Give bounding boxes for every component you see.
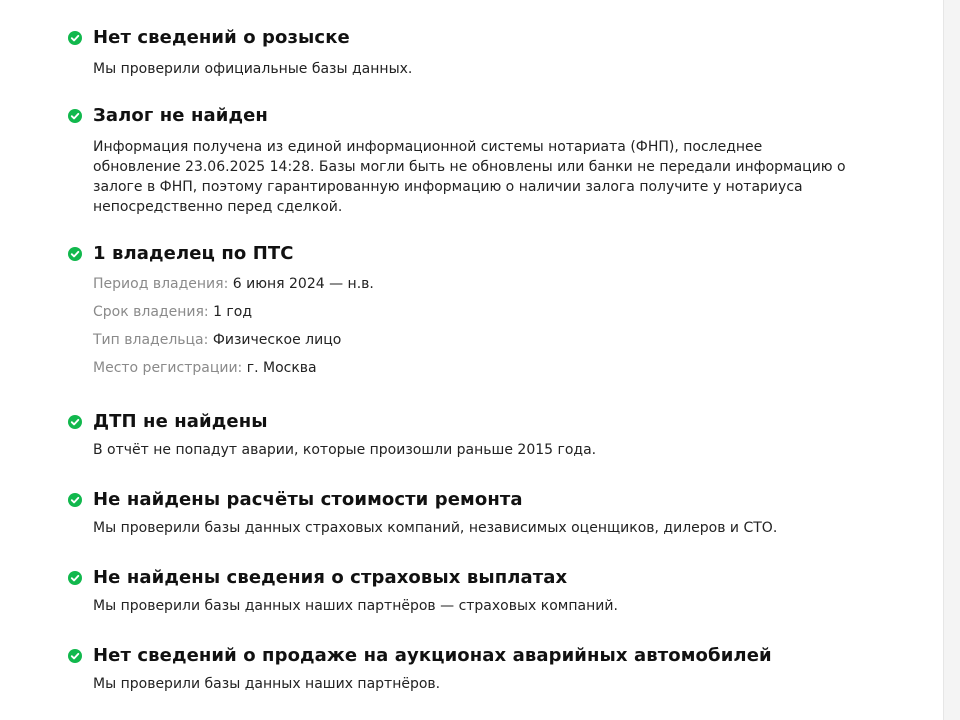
detail-label: Место регистрации: — [93, 360, 243, 376]
detail-value: Физическое лицо — [212, 332, 342, 348]
detail-row-registration — [93, 358, 374, 386]
section-title: ДТП не найдены — [93, 411, 268, 432]
section-title: 1 владелец по ПТС — [93, 243, 294, 264]
section-description: Мы проверили базы данных страховых компаний, независимых оценщиков, дилеров и СТО. — [93, 520, 778, 536]
check-circle-icon — [68, 571, 82, 585]
section-title: Нет сведений о продаже на аукционах аварийных автомобилей — [93, 645, 772, 666]
section-title: Нет сведений о розыске — [93, 27, 350, 48]
check-circle-icon — [68, 415, 82, 429]
detail-label: Период владения: — [93, 276, 229, 292]
detail-row-owner-type — [93, 330, 374, 358]
detail-row-period — [93, 274, 374, 302]
detail-label: Тип владельца: — [93, 332, 209, 348]
section-title: Не найдены сведения о страховых выплатах — [93, 567, 568, 588]
check-circle-icon — [68, 31, 82, 45]
detail-value: 6 июня 2024 — н.в. — [232, 276, 374, 292]
check-circle-icon — [68, 109, 82, 123]
detail-row-duration — [93, 302, 374, 330]
check-circle-icon — [68, 649, 82, 663]
detail-value: г. Москва — [246, 360, 317, 376]
section-title: Залог не найден — [93, 105, 268, 126]
check-circle-icon — [68, 493, 82, 507]
section-description: Информация получена из единой информационной системы нотариата (ФНП), последнее обновление 23.06.2025 14:28. Базы могли быть не обновлены или банки не передали информацию о залоге в ФНП, поэтому гарантированную информацию о наличии залога получите у нотариуса непосредственно перед сделкой. — [93, 139, 846, 215]
section-description: В отчёт не попадут аварии, которые произошли раньше 2015 года. — [93, 442, 597, 458]
section-description: Мы проверили базы данных наших партнёров. — [93, 676, 441, 692]
detail-label: Срок владения: — [93, 304, 209, 320]
check-circle-icon — [68, 247, 82, 261]
owner-details — [93, 274, 374, 386]
section-description: Мы проверили официальные базы данных. — [93, 61, 413, 77]
section-title: Не найдены расчёты стоимости ремонта — [93, 489, 523, 510]
section-description: Мы проверили базы данных наших партнёров — страховых компаний. — [93, 598, 618, 614]
detail-value: 1 год — [213, 304, 253, 320]
